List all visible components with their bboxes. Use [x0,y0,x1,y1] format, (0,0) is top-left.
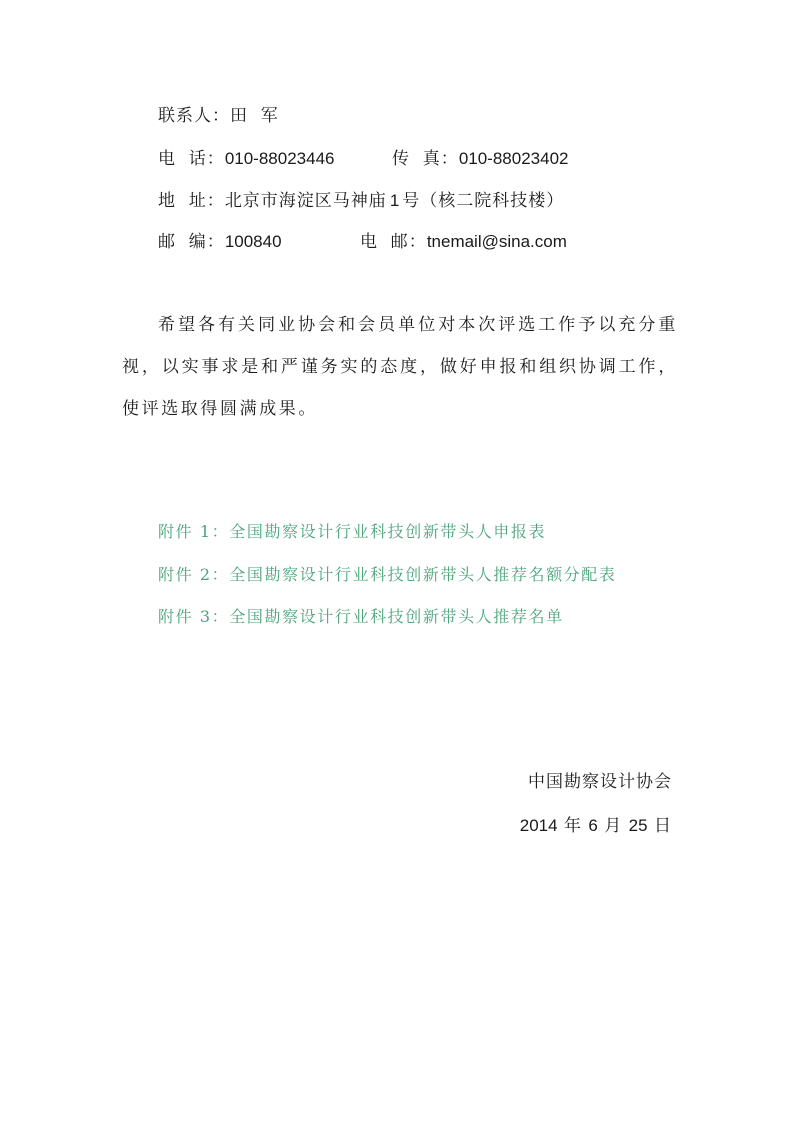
signature-org: 中国勘察设计协会 [528,772,672,792]
fax-block [392,147,568,171]
date-day: 25 [628,816,648,835]
phone-fax-line [158,147,334,171]
email-block [360,230,567,254]
date-year-unit: 年 [557,816,589,836]
date-day-unit: 日 [647,816,672,836]
email-link[interactable]: tnemail@sina.com [426,232,567,251]
address-label: 地 址： [158,191,225,211]
contact-person-line [158,104,279,128]
fax-value: 010-88023402 [458,149,569,168]
postcode-label: 邮 编： [158,232,225,252]
postcode-line [158,230,282,254]
address-value-part-a: 北京市海淀区马神庙 [224,191,387,211]
address-value-number: 1 [389,191,400,210]
date-year: 2014 [519,816,558,835]
contact-person-name: 田 军 [230,106,279,126]
address-value-part-b: 号（核二院科技楼） [402,191,565,211]
fax-label: 传 真： [392,149,459,169]
attachment-1-link[interactable]: 附件 1：全国勘察设计行业科技创新带头人申报表 [158,522,547,541]
postcode-value: 100840 [224,232,282,251]
contact-person-label: 联系人： [158,106,230,126]
phone-value: 010-88023446 [224,149,335,168]
address-line [158,189,564,213]
attachment-3-link[interactable]: 附件 3：全国勘察设计行业科技创新带头人推荐名单 [158,607,564,626]
date-month: 6 [588,816,598,835]
date-month-unit: 月 [597,816,629,836]
signature-date [520,814,672,838]
email-label: 电 邮： [360,232,427,252]
body-paragraph: 希望各有关同业协会和会员单位对本次评选工作予以充分重视，以实事求是和严谨务实的态度，做好申报和组织协调工作，使评选取得圆满成果。 [122,315,678,419]
attachment-2-link[interactable]: 附件 2：全国勘察设计行业科技创新带头人推荐名额分配表 [158,565,617,584]
phone-label: 电 话： [158,149,225,169]
